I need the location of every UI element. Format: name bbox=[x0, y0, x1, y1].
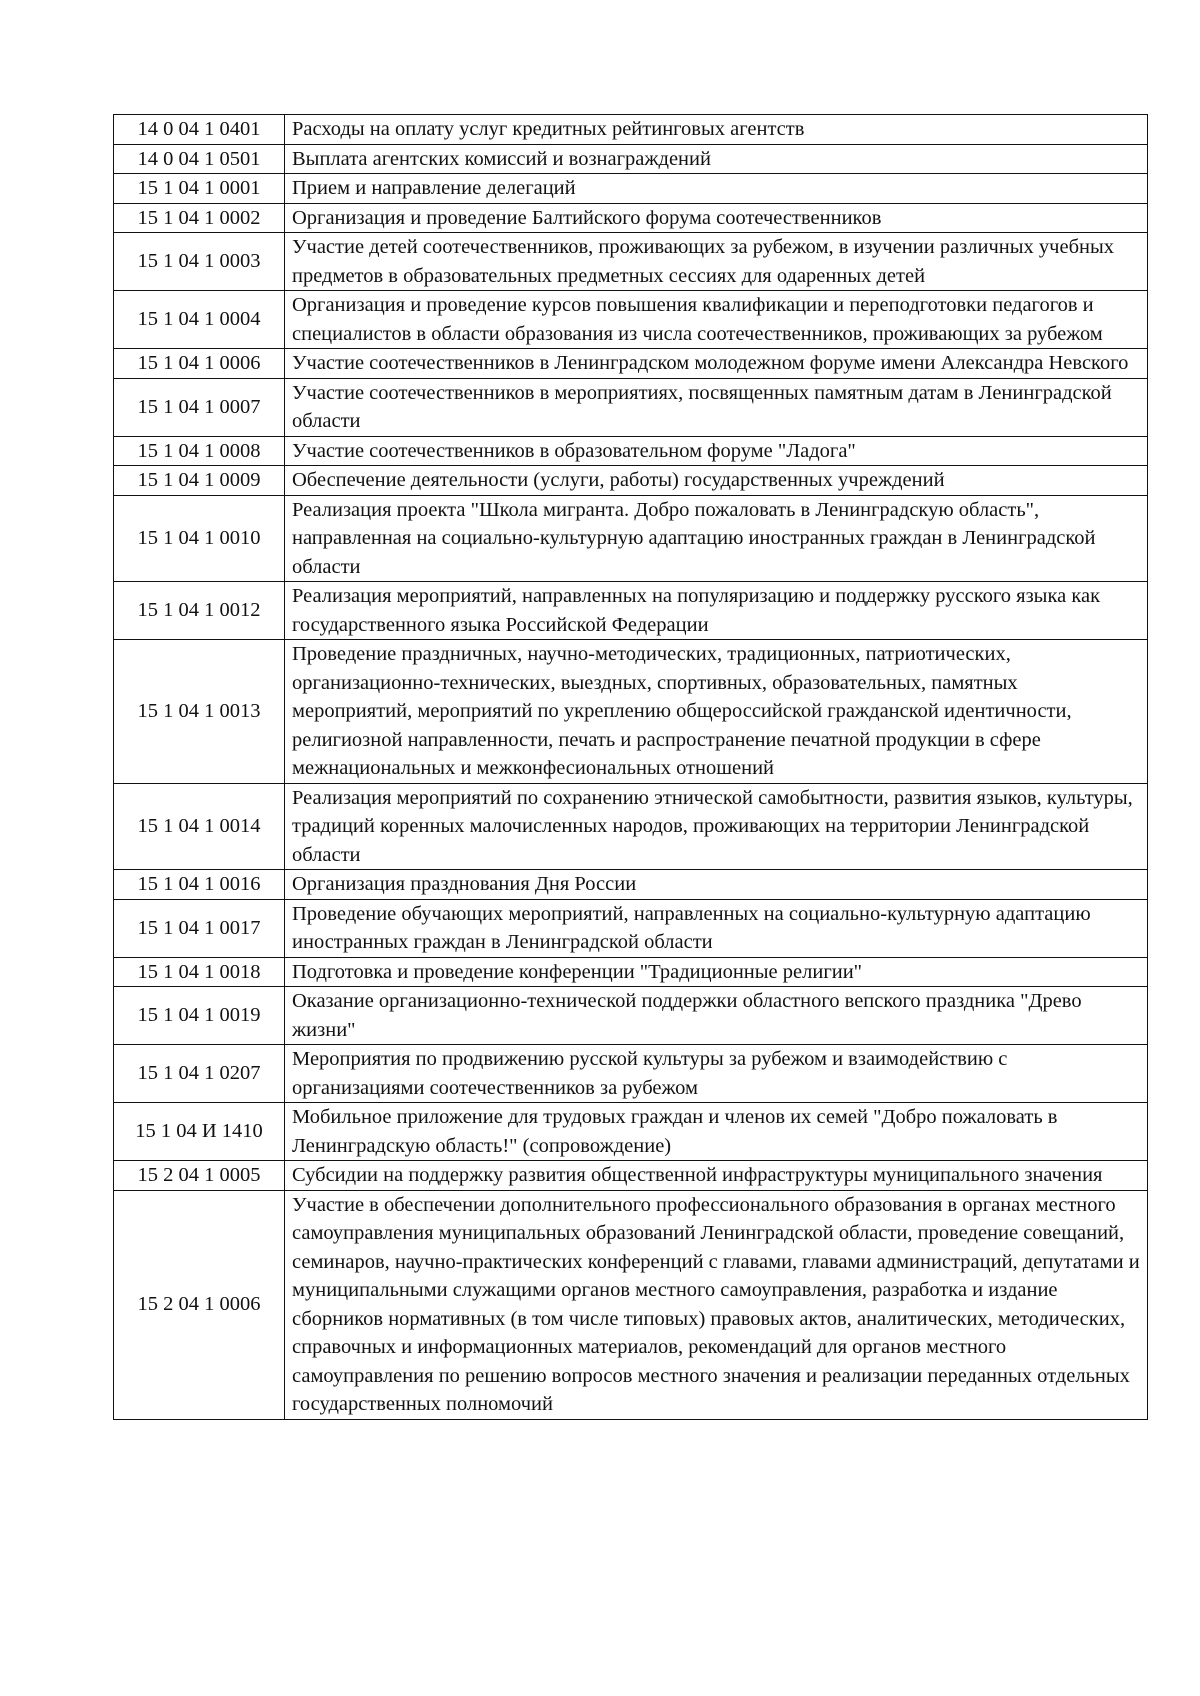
table-body bbox=[114, 115, 1148, 1420]
row-description-cell: Участие соотечественников в Ленинградском молодежном форуме имени Александра Невского bbox=[285, 349, 1148, 379]
row-description-cell: Реализация проекта "Школа мигранта. Добро пожаловать в Ленинградскую область", направленная на социально-культурную адаптацию иностранных граждан в Ленинградской области bbox=[285, 495, 1148, 582]
table-row bbox=[114, 640, 1148, 784]
table-row bbox=[114, 378, 1148, 436]
row-description-cell: Мероприятия по продвижению русской культуры за рубежом и взаимодействию с организациями соотечественников за рубежом bbox=[285, 1045, 1148, 1103]
row-description-cell: Проведение праздничных, научно-методических, традиционных, патриотических, организационно-технических, выездных, спортивных, образовательных, памятных мероприятий, мероприятий по укреплению общероссийской гражданской идентичности, религиозной направленности, печать и распространение печатной продукции в сфере межнациональных и межконфесиональных отношений bbox=[285, 640, 1148, 784]
table-row bbox=[114, 870, 1148, 900]
row-code-cell: 15 1 04 1 0016 bbox=[114, 870, 285, 900]
table-row bbox=[114, 174, 1148, 204]
row-code-cell: 15 2 04 1 0005 bbox=[114, 1161, 285, 1191]
table-row bbox=[114, 1161, 1148, 1191]
row-description-cell: Участие детей соотечественников, проживающих за рубежом, в изучении различных учебных предметов в образовательных предметных сессиях для одаренных детей bbox=[285, 233, 1148, 291]
row-code-cell: 15 1 04 1 0207 bbox=[114, 1045, 285, 1103]
row-code-cell: 15 1 04 1 0009 bbox=[114, 466, 285, 496]
row-code-cell: 15 1 04 1 0002 bbox=[114, 203, 285, 233]
table-row bbox=[114, 495, 1148, 582]
row-code-cell: 15 1 04 1 0017 bbox=[114, 899, 285, 957]
table-row bbox=[114, 987, 1148, 1045]
row-description-cell: Оказание организационно-технической поддержки областного вепского праздника "Древо жизни" bbox=[285, 987, 1148, 1045]
row-code-cell: 15 1 04 И 1410 bbox=[114, 1103, 285, 1161]
table-row bbox=[114, 783, 1148, 870]
row-description-cell: Организация празднования Дня России bbox=[285, 870, 1148, 900]
row-code-cell: 15 1 04 1 0018 bbox=[114, 957, 285, 987]
row-code-cell: 15 1 04 1 0006 bbox=[114, 349, 285, 379]
row-code-cell: 14 0 04 1 0501 bbox=[114, 144, 285, 174]
table-row bbox=[114, 957, 1148, 987]
row-code-cell: 15 1 04 1 0019 bbox=[114, 987, 285, 1045]
table-row bbox=[114, 349, 1148, 379]
row-code-cell: 14 0 04 1 0401 bbox=[114, 115, 285, 145]
table-row bbox=[114, 899, 1148, 957]
table-row bbox=[114, 144, 1148, 174]
row-description-cell: Реализация мероприятий, направленных на популяризацию и поддержку русского языка как государственного языка Российской Федерации bbox=[285, 582, 1148, 640]
row-code-cell: 15 1 04 1 0001 bbox=[114, 174, 285, 204]
table-row bbox=[114, 233, 1148, 291]
table-row bbox=[114, 436, 1148, 466]
table-row bbox=[114, 1190, 1148, 1419]
row-code-cell: 15 1 04 1 0008 bbox=[114, 436, 285, 466]
budget-codes-table bbox=[113, 114, 1148, 1420]
row-code-cell: 15 1 04 1 0007 bbox=[114, 378, 285, 436]
table-row bbox=[114, 582, 1148, 640]
table-row bbox=[114, 291, 1148, 349]
row-code-cell: 15 1 04 1 0003 bbox=[114, 233, 285, 291]
row-description-cell: Расходы на оплату услуг кредитных рейтинговых агентств bbox=[285, 115, 1148, 145]
row-description-cell: Выплата агентских комиссий и вознаграждений bbox=[285, 144, 1148, 174]
row-code-cell: 15 1 04 1 0012 bbox=[114, 582, 285, 640]
table-row bbox=[114, 115, 1148, 145]
row-description-cell: Организация и проведение Балтийского форума соотечественников bbox=[285, 203, 1148, 233]
row-description-cell: Прием и направление делегаций bbox=[285, 174, 1148, 204]
row-description-cell: Участие соотечественников в образовательном форуме "Ладога" bbox=[285, 436, 1148, 466]
row-code-cell: 15 1 04 1 0004 bbox=[114, 291, 285, 349]
row-description-cell: Субсидии на поддержку развития общественной инфраструктуры муниципального значения bbox=[285, 1161, 1148, 1191]
row-description-cell: Реализация мероприятий по сохранению этнической самобытности, развития языков, культуры, традиций коренных малочисленных народов, проживающих на территории Ленинградской области bbox=[285, 783, 1148, 870]
row-description-cell: Подготовка и проведение конференции "Традиционные религии" bbox=[285, 957, 1148, 987]
row-code-cell: 15 1 04 1 0014 bbox=[114, 783, 285, 870]
row-description-cell: Обеспечение деятельности (услуги, работы) государственных учреждений bbox=[285, 466, 1148, 496]
row-description-cell: Организация и проведение курсов повышения квалификации и переподготовки педагогов и специалистов в области образования из числа соотечественников, проживающих за рубежом bbox=[285, 291, 1148, 349]
row-description-cell: Проведение обучающих мероприятий, направленных на социально-культурную адаптацию иностранных граждан в Ленинградской области bbox=[285, 899, 1148, 957]
row-description-cell: Мобильное приложение для трудовых граждан и членов их семей "Добро пожаловать в Ленинградскую область!" (сопровождение) bbox=[285, 1103, 1148, 1161]
row-description-cell: Участие в обеспечении дополнительного профессионального образования в органах местного самоуправления муниципальных образований Ленинградской области, проведение совещаний, семинаров, научно-практических конференций с главами, главами администраций, депутатами и муниципальными служащими органов местного самоуправления, разработка и издание сборников нормативных (в том числе типовых) правовых актов, аналитических, методических, справочных и информационных материалов, рекомендаций для органов местного самоуправления по решению вопросов местного значения и реализации переданных отдельных государственных полномочий bbox=[285, 1190, 1148, 1419]
row-code-cell: 15 1 04 1 0013 bbox=[114, 640, 285, 784]
table-row bbox=[114, 1045, 1148, 1103]
row-code-cell: 15 1 04 1 0010 bbox=[114, 495, 285, 582]
table-row bbox=[114, 1103, 1148, 1161]
table-row bbox=[114, 466, 1148, 496]
table-row bbox=[114, 203, 1148, 233]
row-code-cell: 15 2 04 1 0006 bbox=[114, 1190, 285, 1419]
row-description-cell: Участие соотечественников в мероприятиях, посвященных памятным датам в Ленинградской области bbox=[285, 378, 1148, 436]
